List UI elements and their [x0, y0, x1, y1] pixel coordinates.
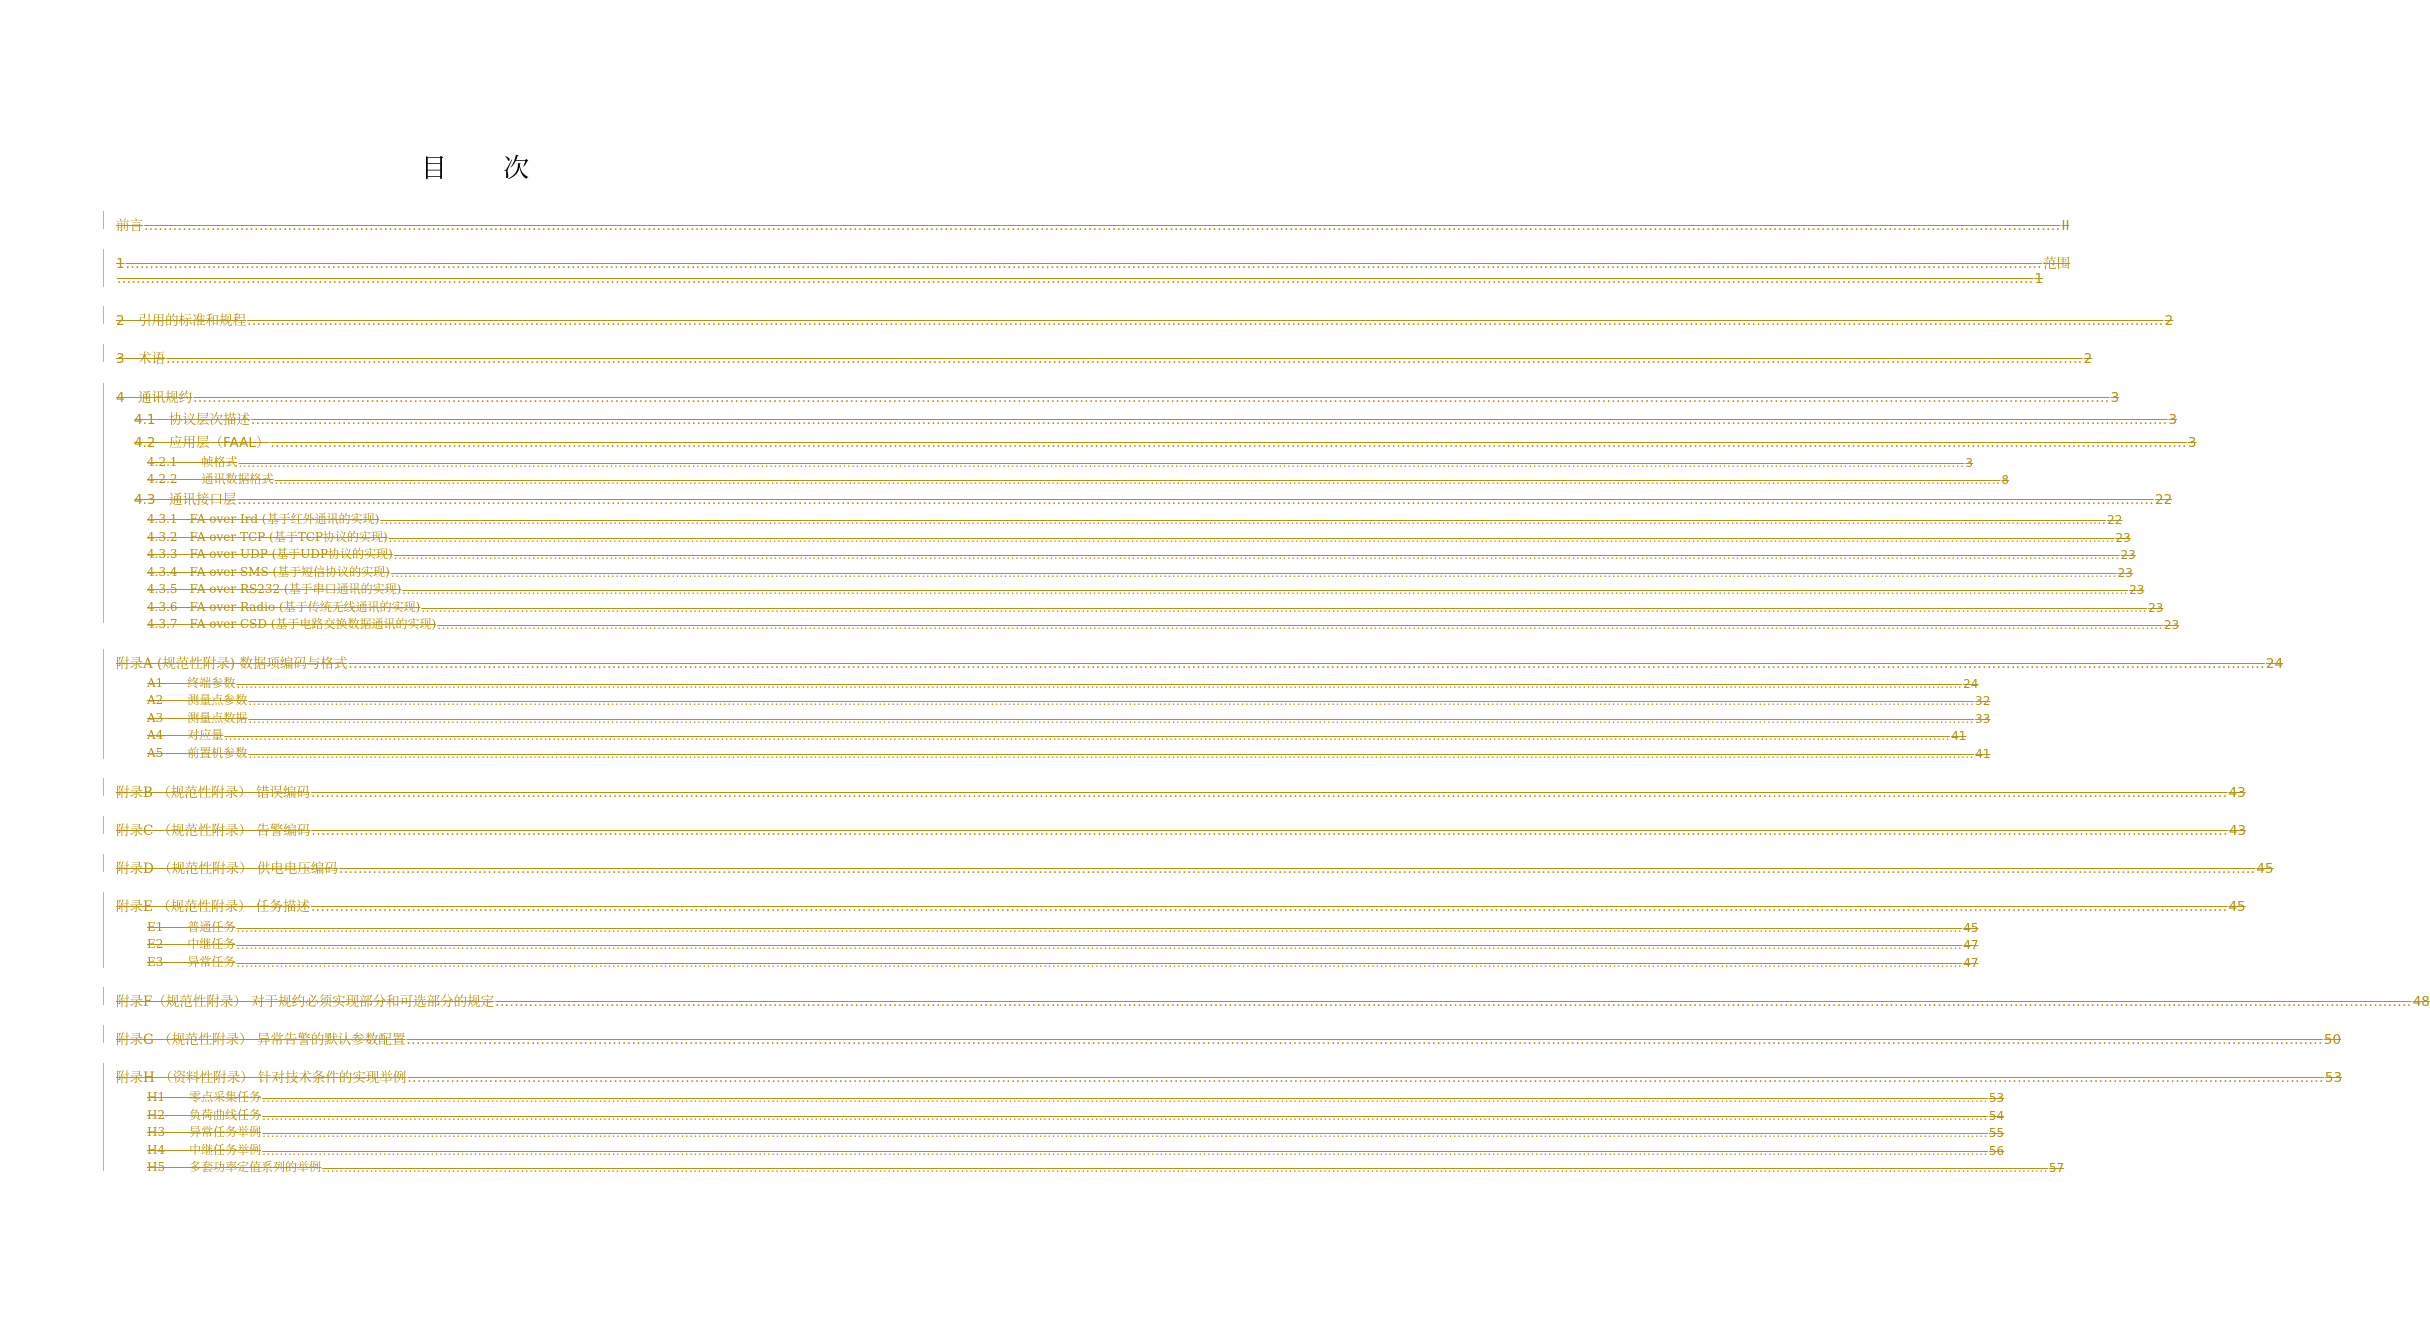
toc-entry[interactable]	[0, 726, 1967, 744]
toc-entry-page: 23	[2117, 566, 2133, 580]
toc-entry-page: 45	[2256, 861, 2274, 877]
toc-entry-label: 附录F（规范性附录） 对于规约必须实现部分和可选部分的规定	[116, 994, 495, 1010]
toc-entry[interactable]	[0, 1141, 2005, 1159]
toc-entry-label: 2 引用的标准和规程	[116, 313, 247, 329]
toc-entry-page: 23	[2129, 583, 2145, 597]
revision-bar	[103, 211, 104, 229]
toc-entry-label: 4.3.2 FA over TCP (基于TCP协议的实现)	[147, 530, 388, 544]
revision-bar	[103, 987, 104, 1005]
toc-leader-dots: ................................................................................................................................................................................................................................................................................................................................................................................................................	[338, 861, 2256, 877]
toc-leader-dots: ................................................................................................................................................................................................................................................................................................................................................................................................................	[262, 1144, 1988, 1158]
toc-entry-label: H2 负荷曲线任务	[147, 1108, 262, 1122]
toc-entry[interactable]	[0, 580, 2145, 598]
toc-line	[116, 895, 2246, 915]
toc-line	[147, 918, 1979, 935]
toc-entry-page: 1	[2034, 271, 2044, 287]
toc-entry[interactable]	[0, 563, 2133, 581]
toc-line	[116, 214, 2070, 234]
toc-line	[116, 386, 2120, 406]
toc-entry-page: 24	[1963, 677, 1979, 691]
toc-entry[interactable]	[0, 214, 2070, 234]
toc-entry-label: H4 中继任务举例	[147, 1143, 262, 1157]
toc-entry[interactable]	[0, 386, 2120, 406]
toc-entry-label: E1 普通任务	[147, 920, 236, 934]
toc-leader-dots: ................................................................................................................................................................................................................................................................................................................................................................................................................	[262, 1091, 1988, 1105]
toc-entry[interactable]	[0, 819, 2247, 839]
toc-entry-label: 3 术语	[116, 351, 166, 367]
toc-entry-page: 41	[1975, 747, 1991, 761]
toc-entry[interactable]	[0, 431, 2197, 451]
toc-entry-page: 57	[2048, 1161, 2065, 1175]
toc-line	[116, 990, 2430, 1010]
toc-entry-label: H5 多套功率定值系列的举例	[147, 1160, 322, 1174]
toc-entry-page: 2	[2164, 313, 2174, 329]
toc-leader-dots: ................................................................................................................................................................................................................................................................................................................................................................................................................	[224, 729, 1951, 743]
toc-line	[147, 470, 2009, 487]
toc-entry-page: 3	[2187, 435, 2197, 451]
toc-entry[interactable]	[0, 252, 2071, 272]
toc-line	[147, 709, 1991, 726]
toc-entry[interactable]	[0, 918, 1979, 936]
toc-line	[147, 510, 2123, 527]
toc-leader-dots: ................................................................................................................................................................................................................................................................................................................................................................................................................	[237, 492, 2154, 508]
toc-entry[interactable]	[0, 935, 1979, 953]
toc-line	[116, 1028, 2342, 1048]
toc-entry[interactable]	[0, 1123, 2005, 1141]
toc-leader-dots: ................................................................................................................................................................................................................................................................................................................................................................................................................	[390, 566, 2117, 580]
toc-entry-page: 24	[2265, 656, 2284, 672]
toc-entry-label: 4.2.2 通讯数据格式	[147, 472, 274, 486]
toc-entry-label: 4.2 应用层（FAAL）	[134, 435, 270, 451]
toc-entry[interactable]	[0, 488, 2173, 508]
toc-entry-label: E2 中继任务	[147, 937, 236, 951]
toc-leader-dots: ................................................................................................................................................................................................................................................................................................................................................................................................................	[248, 712, 1975, 726]
toc-entry-page: 54	[1988, 1109, 2005, 1123]
toc-line	[147, 953, 1979, 970]
toc-entry-label: A4 对应量	[147, 728, 224, 742]
toc-line	[116, 781, 2246, 801]
toc-line	[147, 1141, 2005, 1158]
toc-line	[134, 408, 2178, 428]
toc-entry-page: 23	[2163, 618, 2180, 632]
toc-entry[interactable]	[0, 408, 2178, 428]
toc-entry-page: 3	[2168, 412, 2178, 428]
toc-entry-label: 附录E （规范性附录） 任务描述	[116, 899, 310, 915]
toc-entry-label: 4.3.6 FA over Radio (基于传统无线通讯的实现)	[147, 600, 421, 614]
toc-leader-dots: ................................................................................................................................................................................................................................................................................................................................................................................................................	[238, 456, 1965, 470]
toc-line	[116, 1066, 2343, 1086]
toc-entry-page: 43	[2228, 785, 2246, 801]
toc-entry-label: A5 前置机参数	[147, 746, 248, 760]
revision-bar	[103, 1025, 104, 1043]
toc-entry[interactable]	[0, 691, 1991, 709]
toc-leader-dots: ................................................................................................................................................................................................................................................................................................................................................................................................................	[247, 313, 2164, 329]
toc-entry[interactable]	[0, 347, 2093, 367]
toc-entry[interactable]	[0, 615, 2180, 633]
toc-entry-label: 4.1 协议层次描述	[134, 412, 250, 428]
toc-entry-label: A1 终端参数	[147, 676, 236, 690]
toc-leader-dots: ................................................................................................................................................................................................................................................................................................................................................................................................................	[248, 747, 1975, 761]
toc-entry[interactable]	[0, 953, 1979, 971]
toc-entry-page: 33	[1975, 712, 1991, 726]
toc-entry-page: 53	[1988, 1091, 2005, 1105]
toc-entry[interactable]	[0, 1066, 2343, 1086]
toc-entry-label: 附录B （规范性附录） 错误编码	[116, 785, 311, 801]
toc-entry-page: 2	[2083, 351, 2093, 367]
toc-line	[116, 347, 2093, 367]
toc-entry-label: 4.3.7 FA over CSD (基于电路交换数据通讯的实现)	[147, 617, 437, 631]
toc-leader-dots: ................................................................................................................................................................................................................................................................................................................................................................................................................	[250, 412, 2168, 428]
revision-bar	[103, 854, 104, 872]
toc-leader-dots: ................................................................................................................................................................................................................................................................................................................................................................................................................	[117, 271, 2034, 287]
page-title: 目 次	[420, 154, 554, 184]
toc-line	[116, 857, 2274, 877]
toc-entry-page: 45	[2228, 899, 2246, 915]
toc-leader-dots: ................................................................................................................................................................................................................................................................................................................................................................................................................	[406, 1032, 2323, 1048]
toc-entry-label: 4.3 通讯接口层	[134, 492, 237, 508]
toc-entry-label: 附录H （资料性附录） 针对技术条件的实现举例	[116, 1070, 407, 1086]
toc-leader-dots: ................................................................................................................................................................................................................................................................................................................................................................................................................	[322, 1161, 2048, 1175]
toc-line	[116, 252, 2071, 272]
toc-leader-dots: ................................................................................................................................................................................................................................................................................................................................................................................................................	[311, 785, 2228, 801]
toc-entry[interactable]	[0, 652, 2284, 672]
toc-entry-label: 4 通讯规约	[116, 390, 193, 406]
toc-line	[116, 309, 2174, 329]
toc-entry-label: 4.3.3 FA over UDP (基于UDP协议的实现)	[147, 547, 393, 561]
toc-entry[interactable]	[0, 1158, 2065, 1176]
toc-entry-page: 22	[2155, 492, 2173, 508]
toc-entry-page: 47	[1963, 938, 1979, 952]
toc-entry[interactable]	[0, 528, 2131, 546]
toc-entry[interactable]	[0, 470, 2009, 488]
toc-line	[134, 431, 2197, 451]
toc-entry[interactable]	[0, 271, 2044, 289]
toc-entry-page: 3	[2110, 390, 2120, 406]
toc-entry[interactable]	[0, 781, 2246, 801]
toc-entry-page: 47	[1963, 956, 1979, 970]
toc-line	[116, 819, 2247, 839]
toc-leader-dots: ................................................................................................................................................................................................................................................................................................................................................................................................................	[380, 513, 2107, 527]
toc-entry-label: 1	[116, 256, 125, 272]
toc-entry-page: 50	[2323, 1032, 2342, 1048]
toc-line	[147, 935, 1979, 952]
toc-leader-dots: ................................................................................................................................................................................................................................................................................................................................................................................................................	[393, 548, 2120, 562]
toc-leader-dots: ................................................................................................................................................................................................................................................................................................................................................................................................................	[402, 583, 2129, 597]
toc-entry-page: 3	[1965, 456, 1973, 470]
toc-leader-dots: ................................................................................................................................................................................................................................................................................................................................................................................................................	[437, 618, 2163, 632]
toc-entry-label: A3 测量点数据	[147, 711, 248, 725]
toc-entry-page: 53	[2324, 1070, 2343, 1086]
toc-line	[147, 453, 1973, 470]
toc-line	[147, 1158, 2065, 1175]
toc-line	[147, 744, 1991, 761]
toc-entry-page: 范围	[2043, 256, 2071, 272]
toc-entry[interactable]	[0, 674, 1979, 692]
toc-entry-page: 55	[1988, 1126, 2005, 1140]
toc-line	[147, 1123, 2005, 1140]
toc-entry-label: 附录D （规范性附录） 供电电压编码	[116, 861, 338, 877]
toc-entry[interactable]	[0, 453, 1973, 471]
toc-leader-dots: ................................................................................................................................................................................................................................................................................................................................................................................................................	[274, 473, 2001, 487]
toc-entry-page: 8	[2001, 473, 2009, 487]
toc-entry-label: 4.3.1 FA over Ird (基于红外通讯的实现)	[147, 512, 380, 526]
toc-entry-page: 45	[1963, 921, 1979, 935]
toc-leader-dots: ................................................................................................................................................................................................................................................................................................................................................................................................................	[144, 218, 2061, 234]
toc-entry[interactable]	[0, 1106, 2005, 1124]
toc-leader-dots: ................................................................................................................................................................................................................................................................................................................................................................................................................	[262, 1109, 1988, 1123]
toc-entry-page: 41	[1951, 729, 1967, 743]
toc-line	[147, 563, 2133, 580]
toc-line	[147, 1106, 2005, 1123]
toc-leader-dots: ................................................................................................................................................................................................................................................................................................................................................................................................................	[388, 531, 2115, 545]
toc-entry-label: E3 异常任务	[147, 955, 236, 969]
toc-entry-page: 48	[2412, 994, 2430, 1010]
revision-bar	[103, 816, 104, 834]
toc-line	[116, 271, 2044, 287]
toc-line	[116, 652, 2284, 672]
toc-entry[interactable]	[0, 1088, 2005, 1106]
toc-entry[interactable]	[0, 895, 2246, 915]
toc-entry-page: II	[2061, 218, 2070, 234]
toc-entry[interactable]	[0, 990, 2430, 1010]
toc-entry-label: 4.3.4 FA over SMS (基于短信协议的实现)	[147, 565, 390, 579]
toc-leader-dots: ................................................................................................................................................................................................................................................................................................................................................................................................................	[236, 677, 1963, 691]
toc-entry[interactable]	[0, 309, 2174, 329]
toc-line	[147, 615, 2180, 632]
toc-entry[interactable]	[0, 545, 2136, 563]
toc-entry[interactable]	[0, 857, 2274, 877]
revision-bar	[103, 344, 104, 362]
toc-leader-dots: ................................................................................................................................................................................................................................................................................................................................................................................................................	[236, 956, 1963, 970]
toc-entry[interactable]	[0, 598, 2164, 616]
toc-entry-page: 22	[2107, 513, 2123, 527]
toc-line	[147, 674, 1979, 691]
toc-entry[interactable]	[0, 1028, 2342, 1048]
toc-line	[147, 1088, 2005, 1105]
toc-line	[134, 488, 2173, 508]
toc-leader-dots: ................................................................................................................................................................................................................................................................................................................................................................................................................	[125, 256, 2043, 272]
revision-bar	[103, 778, 104, 796]
toc-entry[interactable]	[0, 510, 2123, 528]
revision-bar	[103, 306, 104, 324]
toc-leader-dots: ................................................................................................................................................................................................................................................................................................................................................................................................................	[236, 938, 1963, 952]
toc-leader-dots: ................................................................................................................................................................................................................................................................................................................................................................................................................	[421, 601, 2148, 615]
toc-entry-label: 附录G （规范性附录） 异常告警的默认参数配置	[116, 1032, 406, 1048]
toc-entry-page: 23	[2120, 548, 2136, 562]
toc-leader-dots: ................................................................................................................................................................................................................................................................................................................................................................................................................	[311, 823, 2228, 839]
toc-entry-page: 23	[2115, 531, 2131, 545]
toc-line	[147, 691, 1991, 708]
toc-entry[interactable]	[0, 709, 1991, 727]
toc-entry-page: 32	[1975, 694, 1991, 708]
toc-leader-dots: ................................................................................................................................................................................................................................................................................................................................................................................................................	[270, 435, 2187, 451]
toc-entry-label: H3 异常任务举例	[147, 1125, 262, 1139]
toc-leader-dots: ................................................................................................................................................................................................................................................................................................................................................................................................................	[262, 1126, 1988, 1140]
toc-entry-label: 4.3.5 FA over RS232 (基于串口通讯的实现)	[147, 582, 402, 596]
toc-leader-dots: ................................................................................................................................................................................................................................................................................................................................................................................................................	[310, 899, 2228, 915]
toc-line	[147, 726, 1967, 743]
toc-line	[147, 545, 2136, 562]
toc-entry-page: 43	[2228, 823, 2247, 839]
toc-line	[147, 528, 2131, 545]
toc-entry-label: H1 零点采集任务	[147, 1090, 262, 1104]
toc-entry-label: 4.2.1 帧格式	[147, 455, 238, 469]
toc-leader-dots: ................................................................................................................................................................................................................................................................................................................................................................................................................	[407, 1070, 2324, 1086]
toc-entry-label: 附录C （规范性附录） 告警编码	[116, 823, 311, 839]
toc-leader-dots: ................................................................................................................................................................................................................................................................................................................................................................................................................	[248, 694, 1975, 708]
toc-leader-dots: ................................................................................................................................................................................................................................................................................................................................................................................................................	[495, 994, 2412, 1010]
toc-leader-dots: ................................................................................................................................................................................................................................................................................................................................................................................................................	[236, 921, 1963, 935]
toc-entry-page: 23	[2148, 601, 2164, 615]
toc-entry-label: A2 测量点参数	[147, 693, 248, 707]
toc-leader-dots: ................................................................................................................................................................................................................................................................................................................................................................................................................	[193, 390, 2110, 406]
toc-entry[interactable]	[0, 744, 1991, 762]
toc-leader-dots: ................................................................................................................................................................................................................................................................................................................................................................................................................	[348, 656, 2265, 672]
toc-leader-dots: ................................................................................................................................................................................................................................................................................................................................................................................................................	[166, 351, 2083, 367]
toc-entry-label: 附录A (规范性附录) 数据项编码与格式	[116, 656, 348, 672]
toc-entry-page: 56	[1988, 1144, 2005, 1158]
toc-line	[147, 580, 2145, 597]
toc-line	[147, 598, 2164, 615]
toc-entry-label: 前言	[116, 218, 143, 234]
